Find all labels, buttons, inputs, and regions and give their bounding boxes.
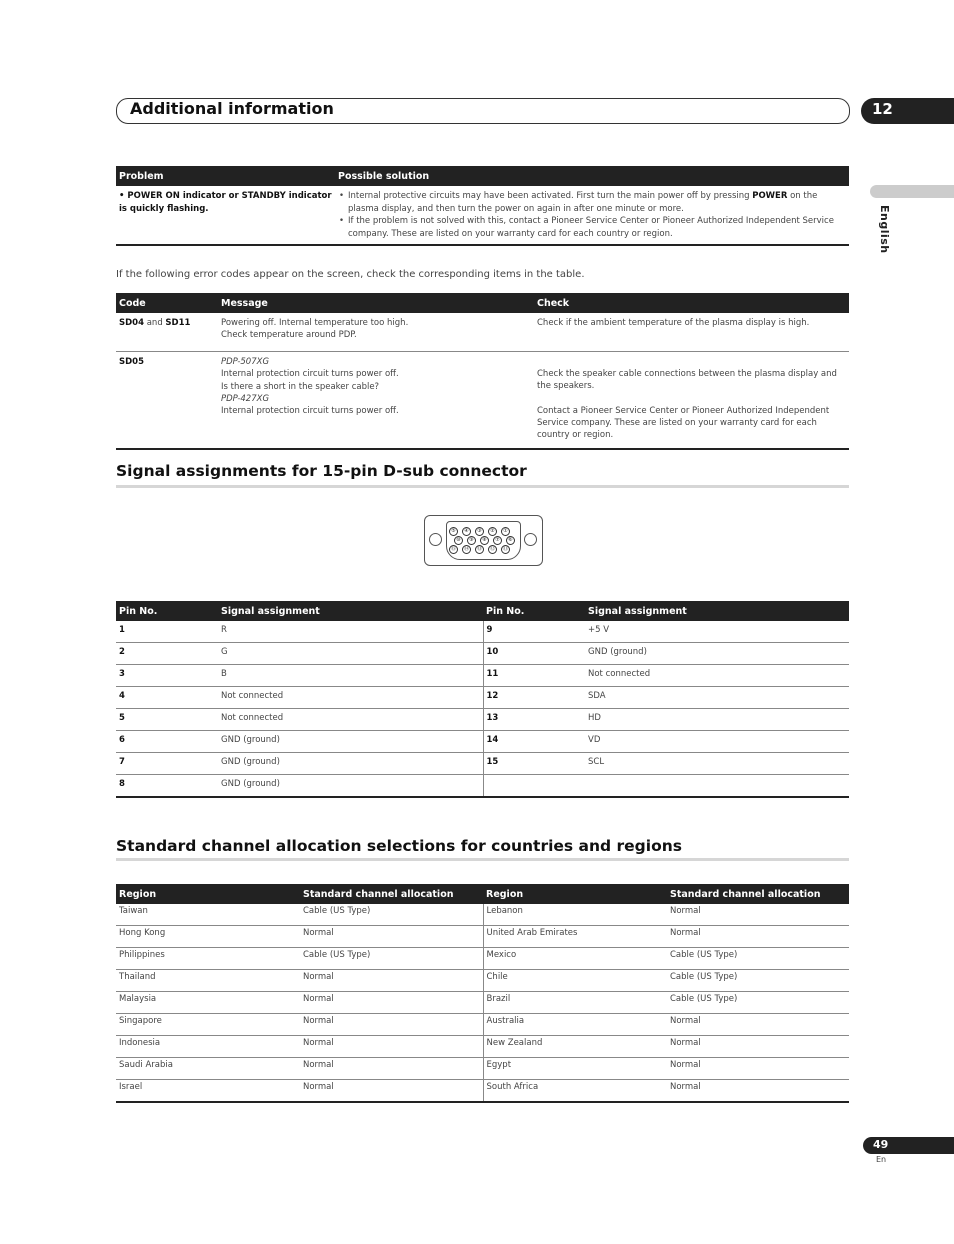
pin-number: 11 [483, 665, 585, 687]
allocation-cell: Normal [667, 1014, 849, 1036]
pin-icon: ⑪ [502, 546, 508, 552]
pin-icon: ⑦ [493, 536, 502, 545]
column-header: Region [483, 884, 667, 904]
region-cell: Philippines [116, 948, 300, 970]
signal-section-title: Signal assignments for 15-pin D-sub connector [116, 462, 527, 480]
column-header: Signal assignment [585, 601, 849, 621]
table-row [116, 1058, 849, 1080]
allocation-cell: Normal [303, 1082, 334, 1092]
model-name: PDP-427XG [221, 394, 270, 405]
pin-number: 2 [116, 643, 218, 665]
region-cell: Lebanon [483, 904, 667, 926]
table-row [116, 992, 849, 1014]
signal-value: GND (ground) [221, 779, 280, 789]
region-cell: Australia [483, 1014, 667, 1036]
region-cell: Hong Kong [116, 926, 300, 948]
problem-table [116, 166, 849, 246]
pin-icon: ⑫ [489, 546, 495, 552]
problem-cell: • POWER ON indicator or STANDBY indicator is quickly flashing. [119, 191, 332, 214]
column-header: Code [116, 293, 218, 313]
pin-icon: ⑬ [476, 546, 482, 552]
signal-value: GND (ground) [218, 731, 483, 753]
intro-text: If the following error codes appear on the screen, check the corresponding items in the table. [116, 269, 585, 280]
region-cell: Egypt [483, 1058, 667, 1080]
pin-icon: ① [501, 527, 510, 536]
chapter-number: 12 [872, 100, 893, 118]
pin-icon: ③ [475, 527, 484, 536]
table-row [116, 351, 849, 449]
table-row [116, 926, 849, 948]
allocation-cell: Normal [670, 1082, 701, 1092]
table-row [116, 753, 849, 775]
signal-value: HD [585, 709, 849, 731]
pin-icon: ④ [462, 527, 471, 536]
signal-value: VD [585, 731, 849, 753]
message-line: Internal protection circuit turns power off. [221, 406, 399, 417]
table-row [116, 186, 849, 245]
table-row [116, 665, 849, 687]
power-button-label: POWER [752, 191, 788, 201]
column-header: Standard channel allocation [667, 884, 849, 904]
pin-number: 15 [483, 753, 585, 775]
error-code: SD11 [165, 318, 191, 328]
signal-value: SDA [585, 687, 849, 709]
check-cell: Check if the ambient temperature of the plasma display is high. [534, 313, 849, 351]
pin-number [483, 775, 585, 798]
error-code: SD04 [119, 318, 145, 328]
region-cell: New Zealand [483, 1036, 667, 1058]
table-row [116, 1014, 849, 1036]
signal-value: G [218, 643, 483, 665]
table-row [116, 948, 849, 970]
region-cell: Mexico [483, 948, 667, 970]
allocation-cell: Cable (US Type) [667, 970, 849, 992]
pin-icon: ⑮ [450, 546, 456, 552]
region-cell: Taiwan [116, 904, 300, 926]
pin-number: 3 [116, 665, 218, 687]
message-line: Internal protection circuit turns power off. [221, 369, 399, 380]
table-row [116, 1036, 849, 1058]
pin-icon: ⑭ [463, 546, 469, 552]
pin-icon: ⑤ [449, 527, 458, 536]
solution-item: • If the problem is not solved with this, contact a Pioneer Service Center or Pioneer Authorized Independent Service company. These are listed on your warranty card for each country or region. [348, 215, 846, 240]
region-cell: Malaysia [116, 992, 300, 1014]
solution-text: on the plasma display, and then turn the power on again in after one minute or more. [348, 191, 818, 214]
allocation-cell: Normal [667, 926, 849, 948]
column-header: Pin No. [116, 601, 218, 621]
error-code-table [116, 293, 849, 450]
allocation-cell: Cable (US Type) [300, 904, 483, 926]
table-row [116, 687, 849, 709]
table-header-row [116, 884, 849, 904]
pin-number: 13 [483, 709, 585, 731]
signal-table [116, 601, 849, 798]
column-header: Message [218, 293, 534, 313]
table-row [116, 1080, 849, 1103]
region-cell: United Arab Emirates [483, 926, 667, 948]
pin-icon: ⑥ [506, 536, 515, 545]
message-line: Check temperature around PDP. [221, 330, 357, 341]
allocation-cell: Normal [300, 1058, 483, 1080]
signal-value: Not connected [585, 665, 849, 687]
code-conjunction: and [144, 318, 166, 328]
allocation-cell: Normal [300, 992, 483, 1014]
allocation-cell: Cable (US Type) [300, 948, 483, 970]
screw-hole-icon [429, 533, 442, 546]
signal-value: SCL [585, 753, 849, 775]
screw-hole-icon [524, 533, 537, 546]
table-header-row [116, 166, 849, 186]
section-divider [116, 485, 849, 488]
message-line: Is there a short in the speaker cable? [221, 381, 380, 392]
check-line: Check the speaker cable connections between the plasma display and the speakers. [537, 368, 837, 392]
pin-number: 7 [116, 753, 218, 775]
message-line: Powering off. Internal temperature too high. [221, 318, 409, 328]
pin-icon: ⑩ [454, 536, 463, 545]
pin-icon: ⑧ [480, 536, 489, 545]
column-header: Standard channel allocation [300, 884, 483, 904]
allocation-cell: Normal [667, 904, 849, 926]
table-row [116, 775, 849, 798]
page-title: Additional information [130, 99, 334, 118]
table-header-row [116, 293, 849, 313]
pin-number: 1 [116, 621, 218, 643]
signal-value: GND (ground) [218, 753, 483, 775]
table-row [116, 621, 849, 643]
error-code: SD05 [119, 356, 145, 367]
signal-value: Not connected [218, 709, 483, 731]
table-row [116, 313, 849, 351]
table-row [116, 970, 849, 992]
solution-item [348, 190, 846, 215]
signal-value [585, 775, 849, 798]
pin-number: 5 [116, 709, 218, 731]
language-tab [870, 185, 954, 198]
table-row [116, 904, 849, 926]
pin-icon: ② [488, 527, 497, 536]
check-cell [534, 351, 849, 449]
region-cell: Brazil [483, 992, 667, 1014]
model-name: PDP-507XG [221, 356, 270, 367]
pin-icon: ⑨ [467, 536, 476, 545]
message-cell [218, 351, 534, 449]
signal-value: B [218, 665, 483, 687]
allocation-cell: Cable (US Type) [667, 948, 849, 970]
allocation-cell: Normal [300, 970, 483, 992]
table-row [116, 709, 849, 731]
pin-number: 8 [119, 779, 125, 789]
page-language: En [876, 1155, 887, 1164]
language-label: English [878, 205, 891, 254]
pin-number: 9 [483, 621, 585, 643]
column-header: Region [116, 884, 300, 904]
region-cell: Thailand [116, 970, 300, 992]
region-cell: Israel [119, 1082, 143, 1092]
column-header: Pin No. [483, 601, 585, 621]
column-header: Check [534, 293, 849, 313]
channel-section-title: Standard channel allocation selections for countries and regions [116, 837, 682, 855]
region-cell: South Africa [483, 1080, 667, 1103]
column-header: Signal assignment [218, 601, 483, 621]
allocation-cell: Cable (US Type) [667, 992, 849, 1014]
signal-value: GND (ground) [585, 643, 849, 665]
pin-number: 10 [483, 643, 585, 665]
table-row [116, 643, 849, 665]
page-number: 49 [873, 1138, 889, 1151]
check-line: Contact a Pioneer Service Center or Pioneer Authorized Independent Service company. These are listed on your warranty card for each country or region. [537, 405, 830, 441]
signal-value: R [218, 621, 483, 643]
pin-number: 14 [483, 731, 585, 753]
table-header-row [116, 601, 849, 621]
allocation-cell: Normal [300, 1014, 483, 1036]
pin-number: 6 [116, 731, 218, 753]
section-divider [116, 858, 849, 861]
allocation-cell: Normal [300, 1036, 483, 1058]
allocation-cell: Normal [300, 926, 483, 948]
allocation-cell: Normal [667, 1036, 849, 1058]
signal-value: Not connected [218, 687, 483, 709]
pin-number: 12 [483, 687, 585, 709]
table-row [116, 731, 849, 753]
region-cell: Indonesia [116, 1036, 300, 1058]
signal-value: +5 V [585, 621, 849, 643]
column-header: Problem [116, 166, 335, 186]
code-cell [116, 313, 218, 351]
allocation-cell: Normal [667, 1058, 849, 1080]
solution-cell [335, 186, 849, 245]
pin-number: 4 [116, 687, 218, 709]
region-cell: Chile [483, 970, 667, 992]
region-cell: Singapore [116, 1014, 300, 1036]
channel-table [116, 884, 849, 1103]
solution-text: Internal protective circuits may have been activated. First turn the main power off by pressing [348, 191, 753, 201]
column-header: Possible solution [335, 166, 849, 186]
message-cell [218, 313, 534, 351]
region-cell: Saudi Arabia [116, 1058, 300, 1080]
